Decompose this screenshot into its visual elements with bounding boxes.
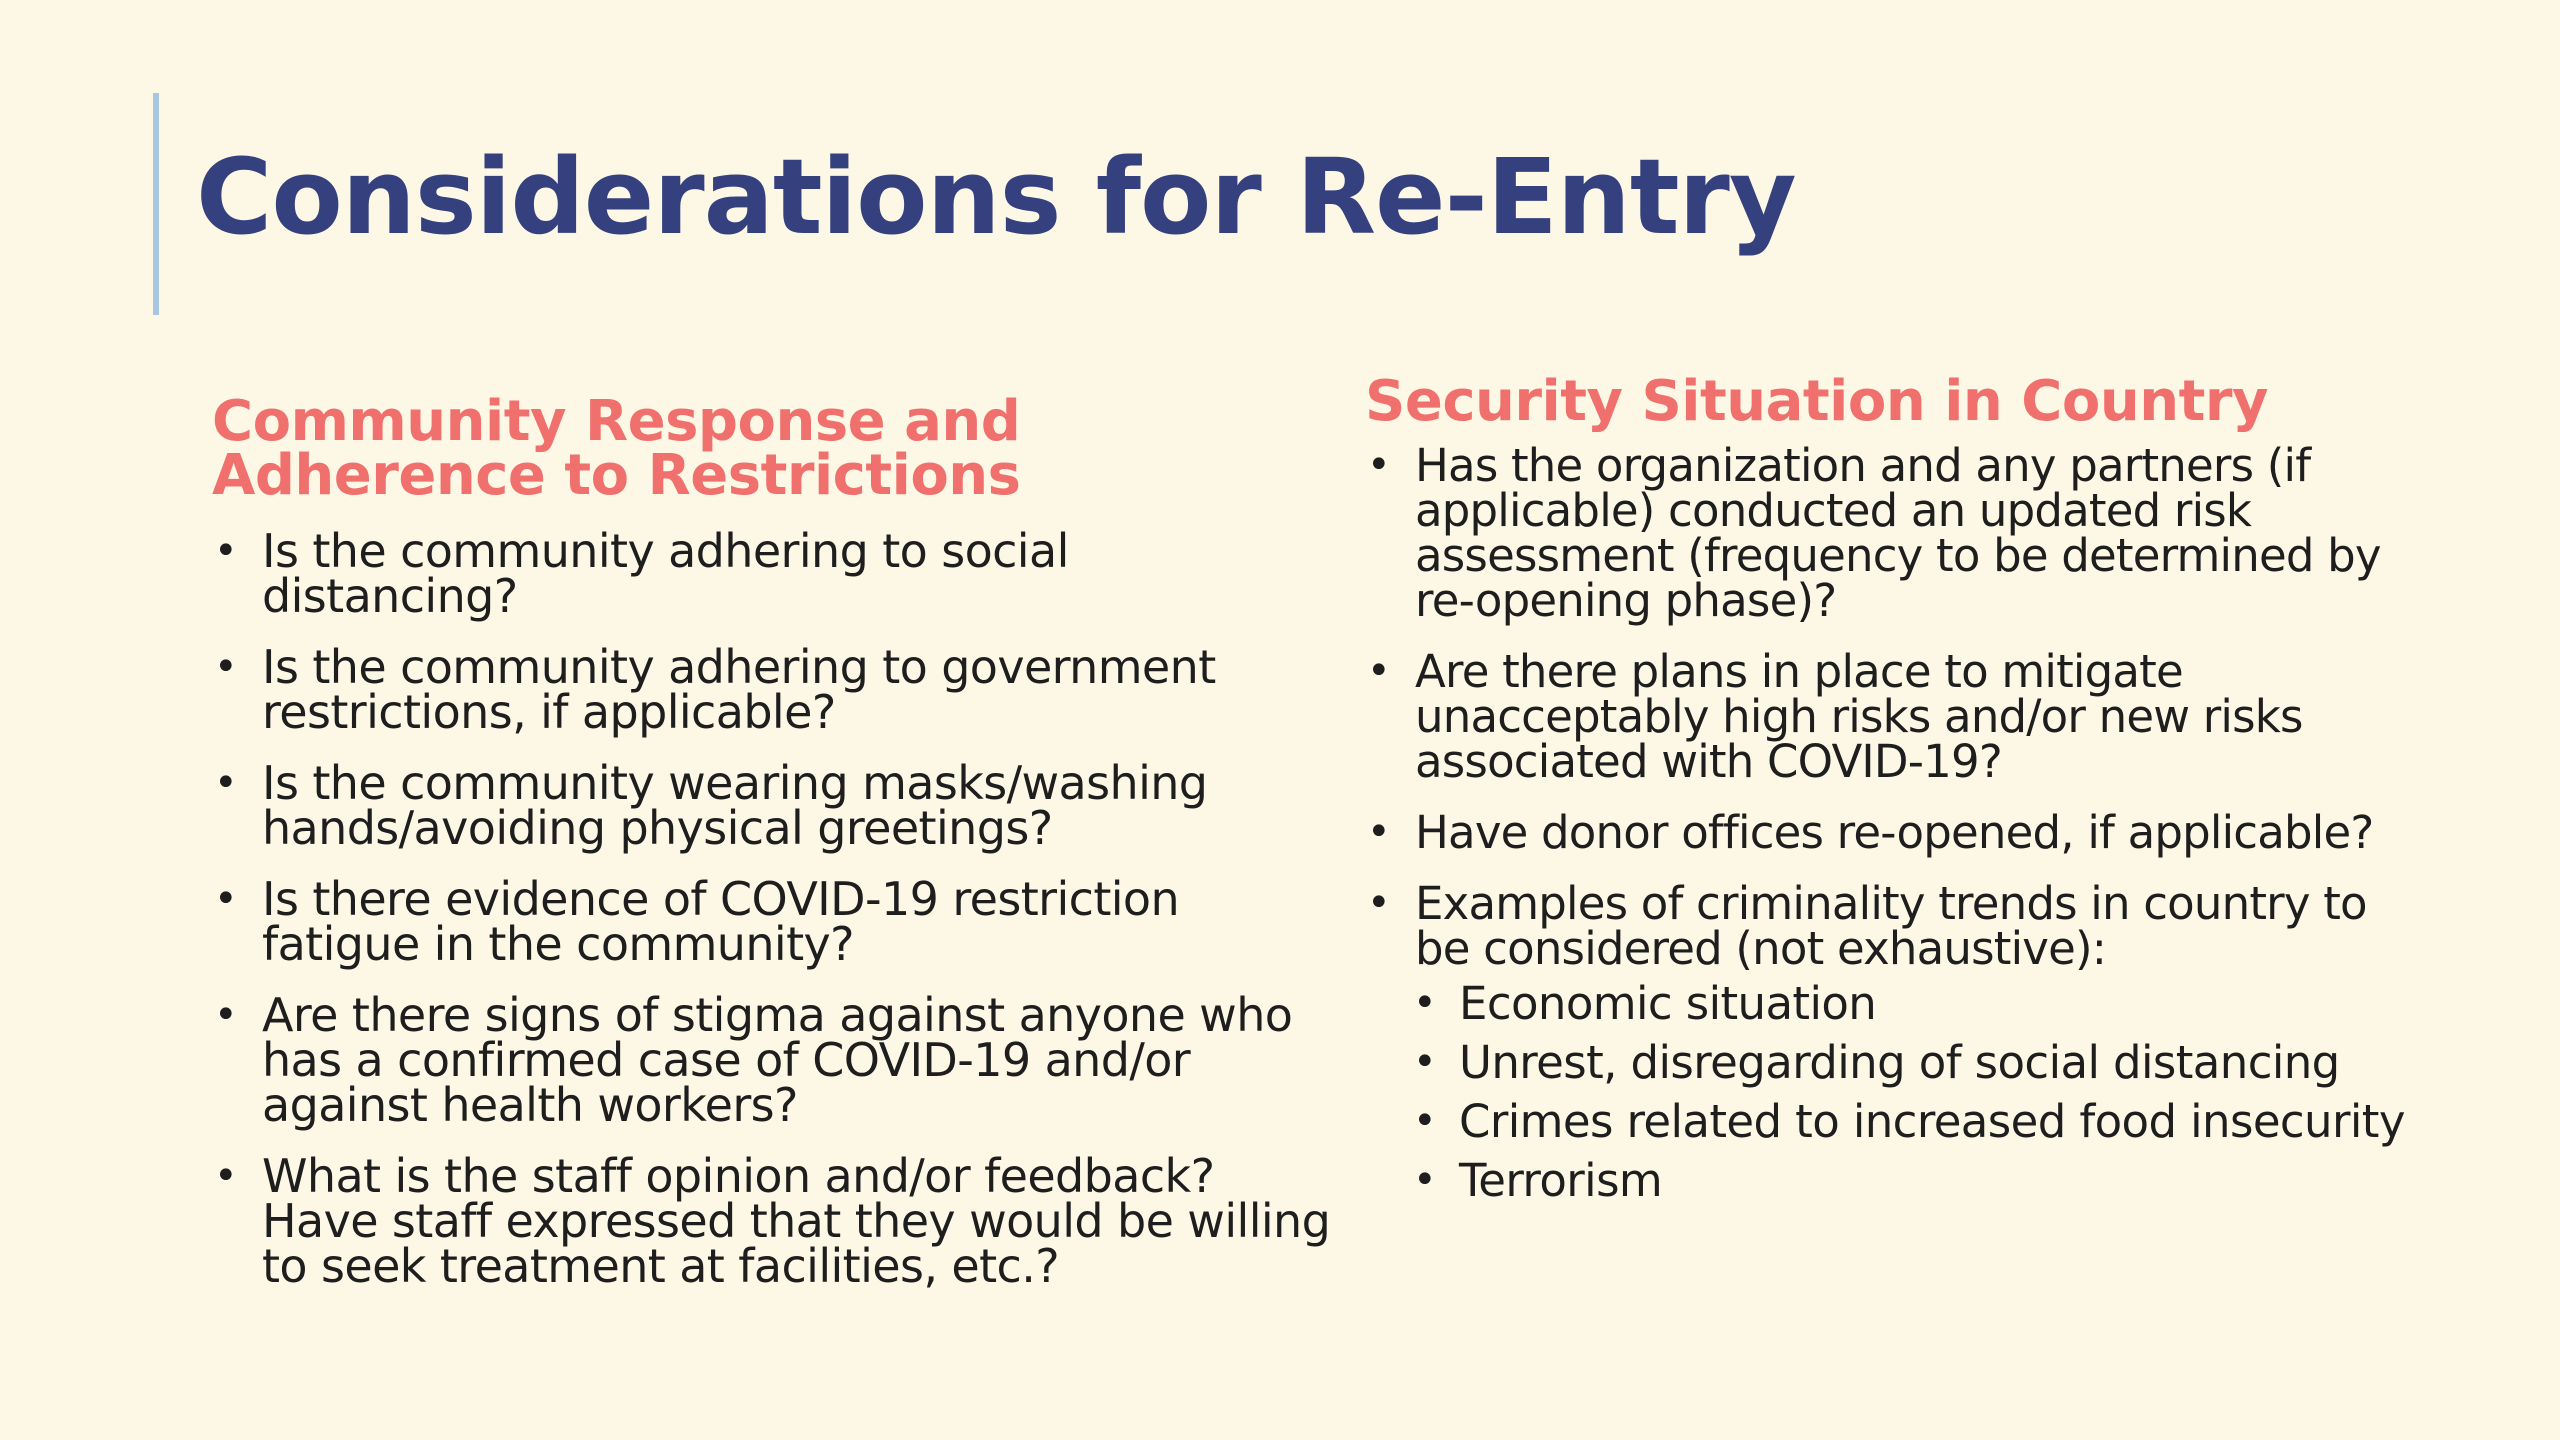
right-bullet-list <box>1365 439 2415 975</box>
list-item: • Has the organization and any partners (if applicable) conducted an updated risk assessment (frequency to be determined by re-opening phase)? <box>1365 443 2415 623</box>
left-bullet-list <box>212 524 1332 1293</box>
sub-list-item: • Crimes related to increased food insecurity <box>1411 1099 2415 1144</box>
list-item: • Are there plans in place to mitigate unacceptably high risks and/or new risks associated with COVID-19? <box>1365 649 2415 784</box>
right-column-heading: Security Situation in Country <box>1365 369 2268 434</box>
right-sub-bullet-list <box>1365 977 2415 1207</box>
list-item: • Have donor offices re-opened, if applicable? <box>1365 810 2415 855</box>
sub-list-item: • Economic situation <box>1411 981 2415 1026</box>
list-item <box>1365 877 2415 975</box>
list-item: • Is there evidence of COVID-19 restriction fatigue in the community? <box>212 877 1332 967</box>
list-item: • Is the community adhering to government restrictions, if applicable? <box>212 645 1332 735</box>
right-column <box>1365 369 2415 1217</box>
list-item-text: Examples of criminality trends in country to be considered (not exhaustive): <box>1415 877 2367 975</box>
left-column <box>212 389 1332 1315</box>
slide-title: Considerations for Re-Entry <box>196 136 1796 258</box>
list-item: • Are there signs of stigma against anyone who has a confirmed case of COVID-19 and/or against health workers? <box>212 993 1332 1128</box>
title-accent-bar <box>153 93 159 315</box>
list-item: • Is the community adhering to social distancing? <box>212 529 1332 619</box>
sub-list-item: • Terrorism <box>1411 1158 2415 1203</box>
list-item: • What is the staff opinion and/or feedback? Have staff expressed that they would be willing to seek treatment at facilities, etc.? <box>212 1154 1332 1289</box>
list-item: • Is the community wearing masks/washing hands/avoiding physical greetings? <box>212 761 1332 851</box>
left-column-heading: Community Response and Adherence to Restrictions <box>212 389 1021 508</box>
sub-list-item: • Unrest, disregarding of social distancing <box>1411 1040 2415 1085</box>
